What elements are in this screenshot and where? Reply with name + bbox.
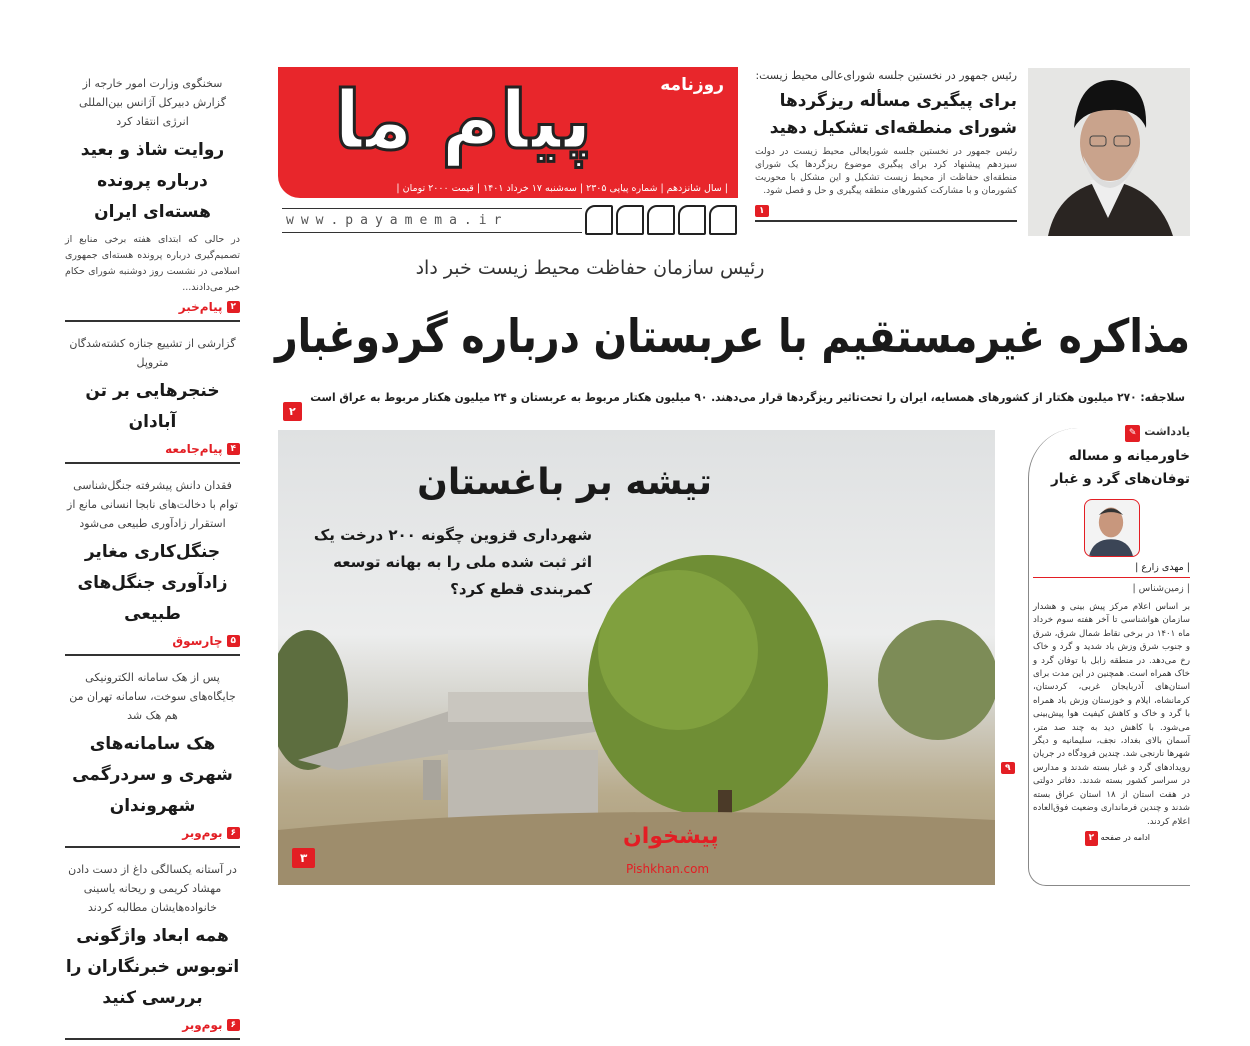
photo-headline[interactable]: تیشه بر باغستان [417,462,712,503]
issue-info: | سال شانزدهم | شماره پیاپی ۲۳۰۵ | سه‌شنبه ۱۷ خرداد ۱۴۰۱ | قیمت ۲۰۰۰ تومان | [396,183,728,194]
page-number-badge: ۲ [1085,831,1099,846]
main-photo[interactable] [278,430,995,885]
left-story[interactable] [65,328,240,464]
story-headline[interactable]: جنگل‌کاری مغایر زادآوری جنگل‌های طبیعی [77,542,228,624]
photo-subheadline: شهرداری قزوین چگونه ۲۰۰ درخت یک اثر ثبت شده ملی را به بهانه توسعه کمربندی قطع کرد؟ [313,526,592,598]
page-number-badge: ۵ [227,635,241,647]
lead-text: سلاجقه: ۲۷۰ میلیون هکتار از کشورهای همسایه، ایران را تحت‌تاثیر ریزگردها قرار می‌دهند. ۹۰ میلیون هکتار مربوط به عربستان و ۲۴ میلیون هکتار مربوط به عراق است [310,390,1185,404]
page-number-badge: ۴ [227,443,241,455]
top-story[interactable] [755,68,1017,222]
story-kicker: سخنگوی وزارت امور خارجه از گزارش دبیرکل آژانس بین‌المللی انرژی انتقاد کرد [79,77,226,128]
left-story[interactable] [65,470,240,656]
section-label: پیام‌جامعه [165,442,223,456]
story-kicker: پس از هک سامانه الکترونیکی جایگاه‌های سوخت، سامانه تهران من هم هک شد [69,671,236,722]
masthead [278,67,738,198]
logo-subtitle: روزنامه [660,75,724,95]
page-number-badge: ۹ [1001,762,1015,774]
president-photo [1028,68,1190,236]
lead-subheadline: رئیس سازمان حفاظت محیط زیست خبر داد [415,257,765,279]
website-url[interactable]: www.payamema.ir [282,208,582,233]
watermark-url: Pishkhan.com [626,862,710,876]
page-number-badge: ۱ [755,205,769,217]
author-role: | زمین‌شناس | [1132,583,1190,594]
story-headline[interactable]: همه ابعاد واژگونی اتوبوس خبرنگاران را بررسی کنید [65,926,240,1008]
story-headline[interactable]: روایت شاذ و بعید درباره پرونده هسته‌ای ایران [80,140,225,222]
top-story-headline[interactable]: برای پیگیری مسأله ریزگردها شورای منطقه‌ای تشکیل دهید [769,91,1017,138]
left-story[interactable] [65,68,240,322]
page-number-badge: ۶ [227,827,241,839]
logo-boxes-decoration [585,205,737,235]
top-story-body: رئیس جمهور در نخستین جلسه شورایعالی محیط زیست در دولت سیزدهم پیشنهاد کرد برای پیگیری موضوع ریزگردها یک شورای منطقه‌ای حفاظت از محیط زیست تشکیل و این مشکل با محوریت کشورمان و با مشارکت کشورهای منطقه پیگیری و حل و فصل شود. [755,147,1017,196]
story-headline[interactable]: هک سامانه‌های شهری و سردرگمی شهروندان [72,734,233,816]
continue-label: ادامه در صفحه [1100,832,1150,842]
section-label: پیام‌خبر [178,300,223,314]
section-label: بوم‌وبر [182,1018,223,1032]
page-number-badge: ۲ [283,402,302,421]
opinion-content[interactable] [1033,424,1190,846]
author-name: | مهدی زارع | [1033,561,1190,578]
story-kicker: در آستانه یکسالگی داغ از دست دادن مهشاد کریمی و ریحانه یاسینی خانواده‌هایشان مطالبه کردند [68,863,237,914]
page-number-badge: ۲ [227,301,241,313]
story-summary: در حالی که ابتدای هفته برخی منابع از تصمیم‌گیری درباره پرونده هسته‌ای جمهوری اسلامی در نشست روز دوشنبه شورای حکام خبر می‌دادند... [65,234,240,293]
opinion-headline[interactable]: خاورمیانه و مساله توفان‌های گرد و غبار [1050,448,1190,487]
watermark-logo: پیشخوان [623,824,719,849]
opinion-label: یادداشت [1144,425,1190,438]
newspaper-logo: پیام ما [333,74,593,167]
left-story[interactable] [65,662,240,848]
story-kicker: گزارشی از تشییع جنازه کشته‌شدگان متروپل [69,337,236,369]
left-column [65,68,240,1046]
story-kicker: فقدان دانش پیشرفته جنگل‌شناسی توام با دخالت‌های نابجا انسانی مانع از استقرار زادآوری طبیعی می‌شود [67,479,238,530]
left-story[interactable] [65,854,240,1040]
top-story-kicker: رئیس جمهور در نخستین جلسه شورای‌عالی محیط زیست: [755,69,1017,82]
section-label: بوم‌وبر [182,826,223,840]
page-number-badge: ۳ [292,848,315,868]
story-headline[interactable]: خنجرهایی بر تن آبادان [85,381,220,432]
section-label: چارسوق [172,634,223,648]
note-icon: ✎ [1125,425,1141,442]
opinion-body: بر اساس اعلام مرکز پیش بینی و هشدار سازمان هواشناسی تا آخر هفته سوم خرداد ماه ۱۴۰۱ در برخی نقاط شمال شرق، شرق و جنوب شرق وزش باد شدید و گرد و خاک رخ می‌دهد. در منطقه زابل با توفان گرد و خاک همراه است. همچنین در این مدت برای استان‌های آذربایجان غربی، کردستان، کرمانشاه، ایلام و خوزستان وزش باد همراه با گرد و خاک و کاهش کیفیت هوا پیش‌بینی می‌شود. با کاهش دید به چند صد متر، آسمان بالای بغداد، نجف، سلیمانیه و دیگر شهرها نارنجی شد. چندین فرودگاه در جریان رویدادهای گرد و غبار بسته شدند و مدارس در سراسر کشور بسته شدند. دفاتر دولتی در هفت استان از ۱۸ استان عراق بسته شدند و چندین فرمانداری وضعیت فوق‌العاده اعلام کردند. [1033,602,1190,827]
author-photo [1084,499,1140,557]
lead-headline[interactable]: مذاکره غیرمستقیم با عربستان درباره گردوغبار [274,309,1190,363]
page-number-badge: ۶ [227,1019,241,1031]
